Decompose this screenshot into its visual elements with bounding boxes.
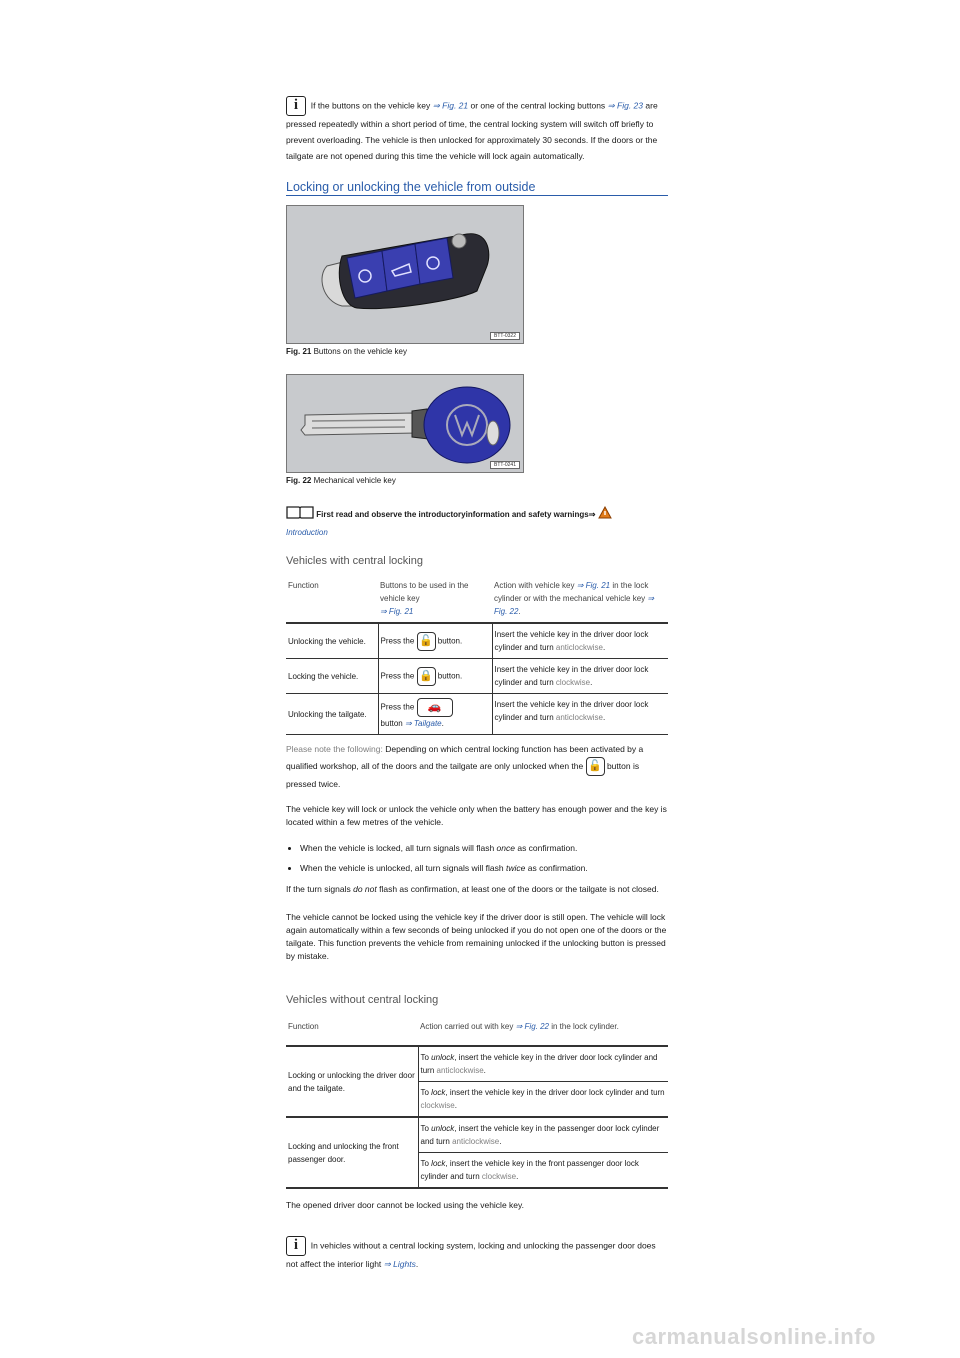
- press-text: button.: [437, 671, 463, 681]
- battery-paragraph: [286, 803, 668, 829]
- action-text: .: [483, 1066, 486, 1075]
- table-header-row: [286, 575, 668, 623]
- note-text: If the buttons on the vehicle key: [310, 100, 433, 111]
- list-item-emphasis: twice: [506, 863, 526, 873]
- button-cell: [378, 659, 492, 694]
- direction-text: clockwise: [481, 1172, 517, 1181]
- note-text: or one of the central locking buttons: [468, 100, 608, 111]
- lock-icon: 🔒: [417, 667, 436, 686]
- action-text: To: [420, 1159, 432, 1168]
- action-header-text: in the lock cylinder or with the mechanical vehicle key: [494, 581, 649, 603]
- note-text: are pressed repeatedly within a short period of time, the central locking system will switch off briefly to prevent overloading. The vehicle is then unlocked for approximately 30 seconds. If the doors or the tailgate are not opened during this time the vehicle will lock again automatically.: [286, 100, 658, 161]
- figure-code: BTT-0241: [490, 461, 520, 469]
- paragraph-text: Depending on which central locking function has been activated by a qualified workshop, all of the doors and the tailgate are only unlocked when the: [286, 744, 644, 771]
- press-text: button: [380, 719, 405, 728]
- action-text: To: [420, 1124, 432, 1133]
- section-title: Locking or unlocking the vehicle from outside: [286, 180, 668, 196]
- action-text: .: [454, 1101, 457, 1110]
- list-item-text: as confirmation.: [514, 843, 578, 853]
- signals-paragraph: [286, 881, 668, 897]
- press-text: Press the: [380, 702, 415, 712]
- action-emphasis: unlock: [431, 1053, 455, 1062]
- driver-door-paragraph: [286, 911, 668, 963]
- paragraph-text: The vehicle key will lock or unlock the vehicle only when the battery has enough power and the key is located within a few metres of the vehicle.: [286, 804, 667, 827]
- list-item-text: When the vehicle is unlocked, all turn signals will flash: [300, 863, 506, 873]
- note-text: In vehicles without a central locking system, locking and unlocking the passenger door does not affect the interior light: [286, 1240, 656, 1269]
- list-item-text: as confirmation.: [525, 863, 588, 873]
- figure-label: Fig. 21: [286, 347, 312, 356]
- paragraph-text: The opened driver door cannot be locked using the vehicle key.: [286, 1200, 524, 1210]
- warning-icon: [598, 506, 612, 525]
- table-row: [286, 623, 668, 659]
- action-cell: [418, 1046, 668, 1082]
- figure-label: Fig. 22: [286, 476, 312, 485]
- read-first-note: [286, 505, 668, 541]
- tailgate-link[interactable]: ⇒ Tailgate: [404, 719, 442, 728]
- fig21-link[interactable]: ⇒ Fig. 21: [432, 100, 469, 111]
- please-note-paragraph: [286, 741, 668, 792]
- direction-text: anticlockwise: [452, 1137, 500, 1146]
- info-icon: i: [286, 96, 306, 116]
- column-header-action: [492, 575, 668, 623]
- central-locking-title: Vehicles with central locking: [286, 555, 423, 567]
- direction-text: clockwise: [420, 1101, 455, 1110]
- press-text: .: [441, 719, 444, 728]
- list-item: [300, 840, 668, 856]
- action-text: , insert the vehicle key in the passenger door lock cylinder and turn: [420, 1124, 660, 1146]
- action-emphasis: lock: [431, 1088, 446, 1097]
- function-cell: Locking or unlocking the driver door and the tailgate.: [286, 1046, 418, 1117]
- column-header-function: Function: [288, 581, 319, 590]
- non-central-locking-table: [286, 1016, 668, 1189]
- watermark: carmanualsonline.info: [632, 1324, 876, 1349]
- please-note-lead: Please note the following:: [286, 744, 383, 754]
- action-text: .: [603, 713, 606, 722]
- info-note-overloading: [286, 96, 668, 164]
- press-text: button.: [437, 636, 463, 646]
- action-text: .: [590, 678, 593, 687]
- column-header-action: [418, 1016, 668, 1046]
- read-first-text: First read and observe the introductoryinformation and safety warnings⇒: [316, 510, 596, 520]
- fig22-link[interactable]: ⇒ Fig. 22: [494, 594, 655, 616]
- figure-caption: [286, 347, 407, 356]
- info-note-interior-light: [286, 1236, 668, 1272]
- fig22-link[interactable]: ⇒ Fig. 22: [515, 1022, 549, 1031]
- action-text: .: [499, 1137, 502, 1146]
- press-text: Press the: [380, 636, 415, 646]
- note-text: .: [415, 1259, 419, 1269]
- non-central-locking-title: Vehicles without central locking: [286, 994, 439, 1006]
- fig21-link[interactable]: ⇒ Fig. 21: [576, 581, 611, 590]
- action-header-text: in the lock cylinder.: [549, 1022, 619, 1031]
- action-cell: [492, 623, 668, 659]
- figure-caption-text: Mechanical vehicle key: [313, 476, 396, 485]
- introduction-link[interactable]: Introduction: [286, 528, 328, 537]
- action-emphasis: lock: [431, 1159, 446, 1168]
- figure-caption: [286, 476, 396, 485]
- paragraph-text: button is pressed twice.: [286, 760, 640, 789]
- confirmation-list: [286, 840, 668, 876]
- info-icon: i: [286, 1236, 306, 1256]
- action-cell: [418, 1082, 668, 1118]
- button-cell: [378, 623, 492, 659]
- direction-text: anticlockwise: [555, 643, 604, 652]
- mechanical-key-figure: [286, 374, 524, 473]
- action-text: To: [420, 1053, 432, 1062]
- list-item: [300, 860, 668, 876]
- action-text: To: [420, 1088, 432, 1097]
- tailgate-icon: 🚗: [417, 698, 453, 717]
- direction-text: anticlockwise: [436, 1066, 484, 1075]
- action-cell: [418, 1153, 668, 1189]
- function-cell: Locking the vehicle.: [288, 671, 359, 681]
- opened-door-paragraph: [286, 1197, 668, 1213]
- fig23-link[interactable]: ⇒ Fig. 23: [607, 100, 644, 111]
- function-cell: Locking and unlocking the front passenger door.: [286, 1117, 418, 1188]
- direction-text: anticlockwise: [555, 713, 604, 722]
- action-header-text: .: [518, 607, 521, 616]
- unlock-icon: 🔓: [417, 632, 436, 651]
- vehicle-key-figure: [286, 205, 524, 344]
- paragraph-text: If the turn signals: [286, 884, 354, 894]
- press-text: Press the: [380, 671, 415, 681]
- action-header-text: Action with vehicle key: [494, 581, 577, 590]
- action-text: , insert the vehicle key in the driver door lock cylinder and turn: [420, 1053, 658, 1075]
- direction-text: clockwise: [555, 678, 591, 687]
- action-text: .: [603, 643, 606, 652]
- function-cell: Unlocking the vehicle.: [288, 636, 366, 646]
- action-text: , insert the vehicle key in the driver door lock cylinder and turn: [445, 1088, 665, 1097]
- figure-code: BTT-0322: [490, 332, 520, 340]
- book-icon: [286, 505, 314, 525]
- action-text: Insert the vehicle key in the driver door lock cylinder and turn: [494, 700, 649, 722]
- action-text: , insert the vehicle key in the front passenger door lock cylinder and turn: [420, 1159, 639, 1181]
- table-header-row: [286, 1016, 668, 1046]
- mechanical-key-illustration: [287, 375, 523, 472]
- action-cell: [418, 1117, 668, 1153]
- paragraph-text: The vehicle cannot be locked using the vehicle key if the driver door is still open. The vehicle will lock again automatically within a few seconds of being unlocked if you do not open one of the doors or the tailgate. This function prevents the vehicle from remaining unlocked if the unlocking button is pressed by mistake.: [286, 912, 667, 961]
- column-header-buttons-text: Buttons to be used in the vehicle key: [380, 581, 469, 603]
- table-row: [286, 659, 668, 694]
- unlock-icon: 🔓: [586, 757, 605, 776]
- column-header-buttons: [378, 575, 492, 623]
- action-header-text: Action carried out with key: [420, 1022, 516, 1031]
- table-row: [286, 694, 668, 735]
- fig21-link[interactable]: ⇒ Fig. 21: [380, 607, 414, 616]
- list-item-emphasis: once: [496, 843, 515, 853]
- button-cell: [378, 694, 492, 735]
- column-header-function: Function: [288, 1022, 319, 1031]
- function-cell: Unlocking the tailgate.: [288, 709, 367, 719]
- action-text: Insert the vehicle key in the driver door lock cylinder and turn: [494, 665, 649, 687]
- lights-link[interactable]: ⇒ Lights: [383, 1259, 416, 1269]
- list-item-text: When the vehicle is locked, all turn signals will flash: [300, 843, 497, 853]
- paragraph-text: flash as confirmation, at least one of the doors or the tailgate is not closed.: [376, 884, 659, 894]
- action-text: .: [516, 1172, 519, 1181]
- figure-caption-text: Buttons on the vehicle key: [313, 347, 407, 356]
- paragraph-emphasis: do not: [353, 884, 377, 894]
- action-cell: [492, 694, 668, 735]
- table-row: [286, 1046, 668, 1082]
- central-locking-table: [286, 575, 668, 735]
- action-emphasis: unlock: [431, 1124, 455, 1133]
- remote-key-illustration: [287, 206, 523, 343]
- table-row: [286, 1117, 668, 1153]
- action-cell: [492, 659, 668, 694]
- action-text: Insert the vehicle key in the driver door lock cylinder and turn: [494, 630, 649, 652]
